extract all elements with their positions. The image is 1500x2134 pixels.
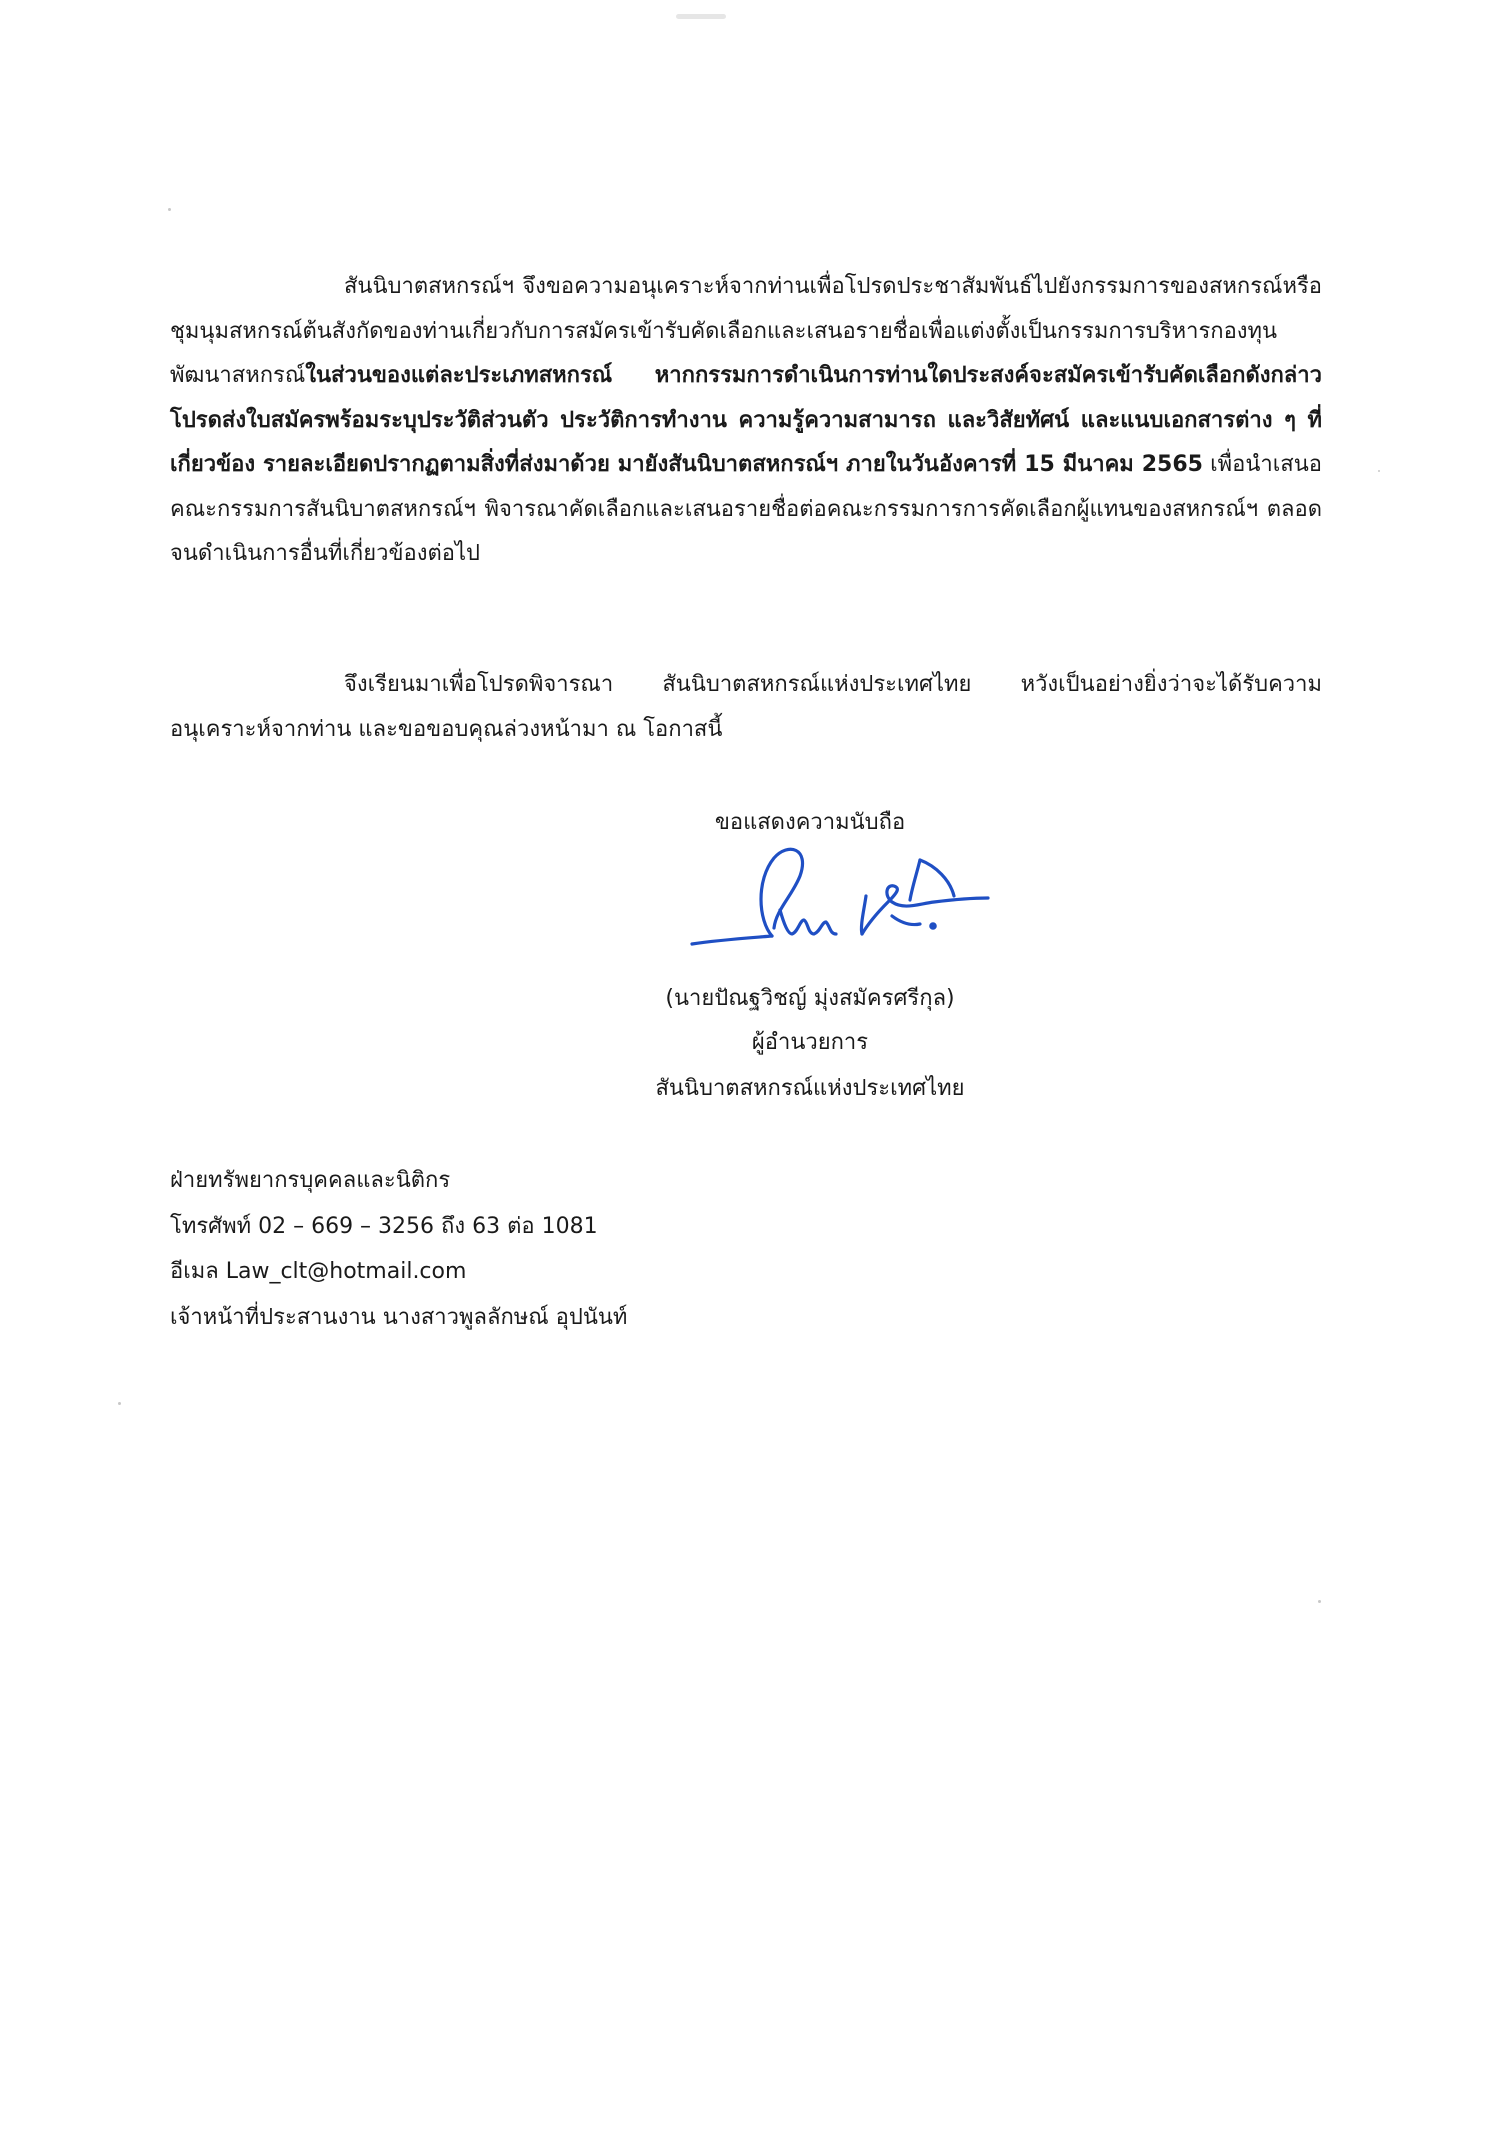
contact-block [170, 1158, 627, 1340]
contact-coordinator: เจ้าหน้าที่ประสานงาน นางสาวพูลลักษณ์ อุปนันท์ [170, 1304, 628, 1330]
contact-phone: โทรศัพท์ 02 – 669 – 3256 ถึง 63 ต่อ 1081 [170, 1213, 598, 1239]
signer-title: ผู้อำนวยการ [751, 1030, 869, 1055]
scan-speck [1318, 1600, 1321, 1603]
closing-paragraph: จึงเรียนมาเพื่อโปรดพิจารณา สันนิบาตสหกรณ์แห่งประเทศไทย หวังเป็นอย่างยิ่งว่าจะได้รับความอนุเคราะห์จากท่าน และขอขอบคุณล่วงหน้ามา ณ โอกาสนี้ [170, 672, 1322, 742]
signer-organization: สันนิบาตสหกรณ์แห่งประเทศไทย [655, 1076, 965, 1101]
scan-speck [168, 208, 171, 211]
scan-speck [118, 1402, 121, 1405]
scan-mark [676, 14, 726, 19]
closing-salutation: ขอแสดงความนับถือ [714, 810, 906, 835]
request-paragraph [170, 265, 1322, 577]
contact-email: อีเมล Law_clt@hotmail.com [170, 1259, 467, 1284]
request-text-part1: สันนิบาตสหกรณ์ฯ จึงขอความอนุเคราะห์จากท่านเพื่อโปรดประชาสัมพันธ์ไปยังกรรมการของสหกรณ์หรือชุมนุมสหกรณ์ต้นสังกัดของท่านเกี่ยวกับการสมัครเข้ารับคัดเลือกและเสนอรายชื่อเพื่อแต่งตั้งเป็นกรรมการบริหารกองทุนพัฒนาสหกรณ์ [170, 274, 1322, 388]
handwritten-signature [688, 840, 998, 958]
request-text-emphasis: ในส่วนของแต่ละประเภทสหกรณ์ หากกรรมการดำเนินการท่านใดประสงค์จะสมัครเข้ารับคัดเลือกดังกล่าว โปรดส่งใบสมัครพร้อมระบุประวัติส่วนตัว ประวัติการทำงาน ความรู้ความสามารถ และวิสัยทัศน์ และแนบเอกสารต่าง ๆ ที่เกี่ยวข้อง รายละเอียดปรากฏตามสิ่งที่ส่งมาด้วย มายังสันนิบาตสหกรณ์ฯ ภายในวันอังคารที่ 15 มีนาคม 2565 [170, 363, 1322, 477]
signer-name: (นายปัณฐวิชญ์ มุ่งสมัครศรีกุล) [665, 986, 955, 1011]
scan-speck [1378, 470, 1380, 472]
request-text-part2: เพื่อนำเสนอคณะกรรมการสันนิบาตสหกรณ์ฯ พิจารณาคัดเลือกและเสนอรายชื่อต่อคณะกรรมการการคัดเลือกผู้แทนของสหกรณ์ฯ ตลอดจนดำเนินการอื่นที่เกี่ยวข้องต่อไป [170, 452, 1322, 566]
contact-department: ฝ่ายทรัพยากรบุคคลและนิติกร [170, 1168, 451, 1193]
